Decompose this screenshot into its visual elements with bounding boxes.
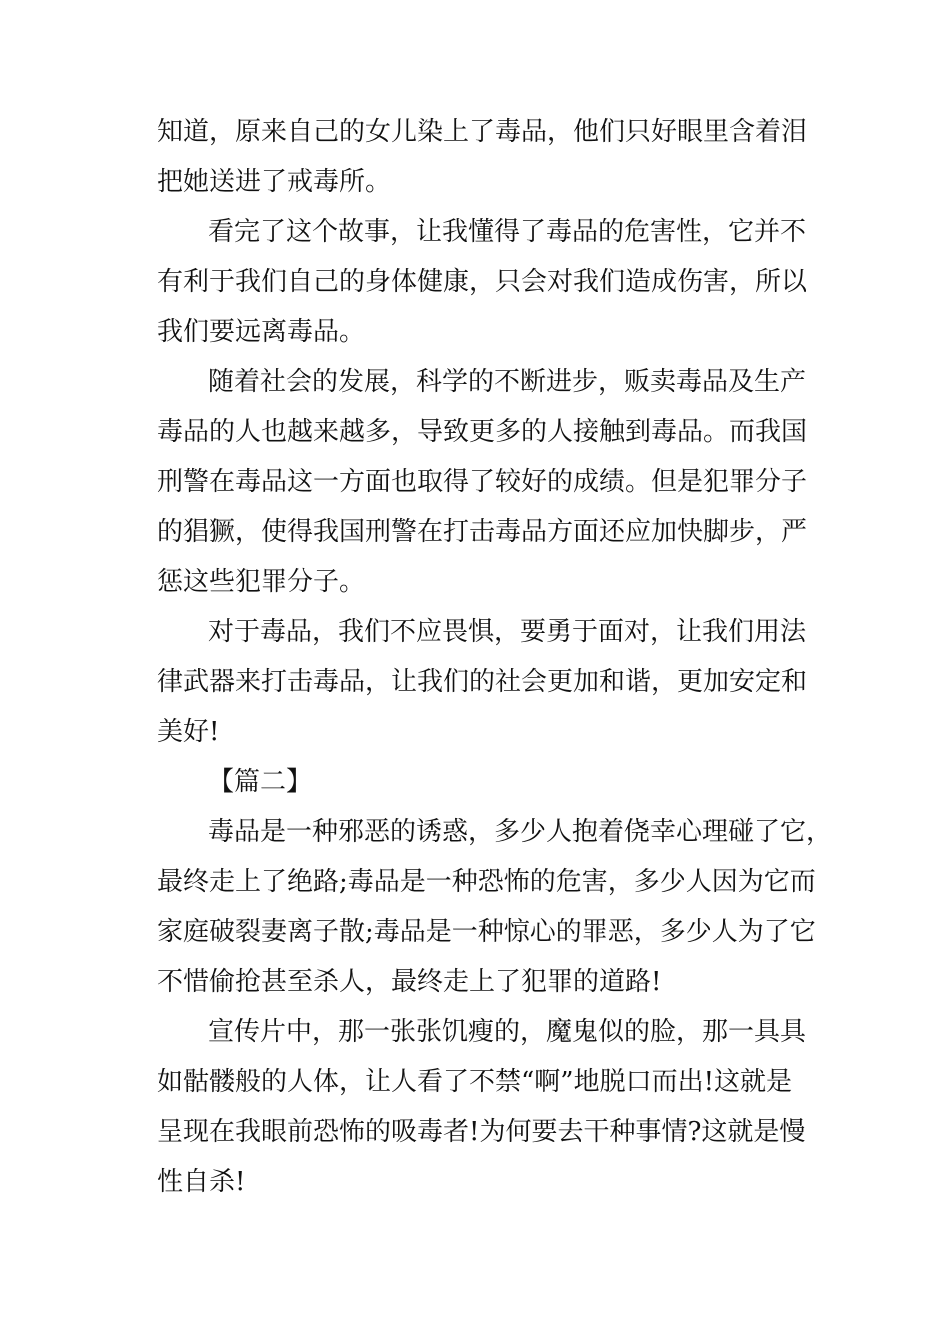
- text-line: 不惜偷抢甚至杀人，最终走上了犯罪的道路!: [157, 967, 662, 997]
- text-line: 刑警在毒品这一方面也取得了较好的成绩。但是犯罪分子: [157, 467, 808, 497]
- text-line: 我们要远离毒品。: [157, 317, 366, 347]
- text-line: 律武器来打击毒品，让我们的社会更加和谐，更加安定和: [157, 667, 808, 697]
- text-line: 惩这些犯罪分子。: [157, 567, 366, 597]
- text-line: 性自杀!: [157, 1167, 246, 1197]
- section-heading: 【篇二】: [208, 767, 313, 797]
- paragraph-first-line: 毒品是一种邪恶的诱惑，多少人抱着侥幸心理碰了它，: [208, 817, 833, 847]
- text-line: 最终走上了绝路;毒品是一种恐怖的危害，多少人因为它而: [157, 867, 816, 897]
- text-line: 如骷髅般的人体，让人看了不禁“啊”地脱口而出!这就是: [157, 1067, 793, 1097]
- paragraph-first-line: 宣传片中，那一张张饥瘦的，魔鬼似的脸，那一具具: [208, 1017, 807, 1047]
- paragraph-first-line: 随着社会的发展，科学的不断进步，贩卖毒品及生产: [208, 367, 807, 397]
- text-line: 的猖獗，使得我国刑警在打击毒品方面还应加快脚步，严: [157, 517, 808, 547]
- text-line: 毒品的人也越来越多，导致更多的人接触到毒品。而我国: [157, 417, 808, 447]
- text-line: 有利于我们自己的身体健康，只会对我们造成伤害，所以: [157, 267, 808, 297]
- text-line: 呈现在我眼前恐怖的吸毒者!为何要去干种事情?这就是慢: [157, 1117, 806, 1147]
- paragraph-first-line: 对于毒品，我们不应畏惧，要勇于面对，让我们用法: [208, 617, 807, 647]
- text-line: 知道，原来自己的女儿染上了毒品，他们只好眼里含着泪: [157, 117, 808, 147]
- text-line: 美好!: [157, 717, 220, 747]
- text-line: 把她送进了戒毒所。: [157, 167, 392, 197]
- text-line: 家庭破裂妻离子散;毒品是一种惊心的罪恶，多少人为了它: [157, 917, 816, 947]
- paragraph-first-line: 看完了这个故事，让我懂得了毒品的危害性，它并不: [208, 217, 807, 247]
